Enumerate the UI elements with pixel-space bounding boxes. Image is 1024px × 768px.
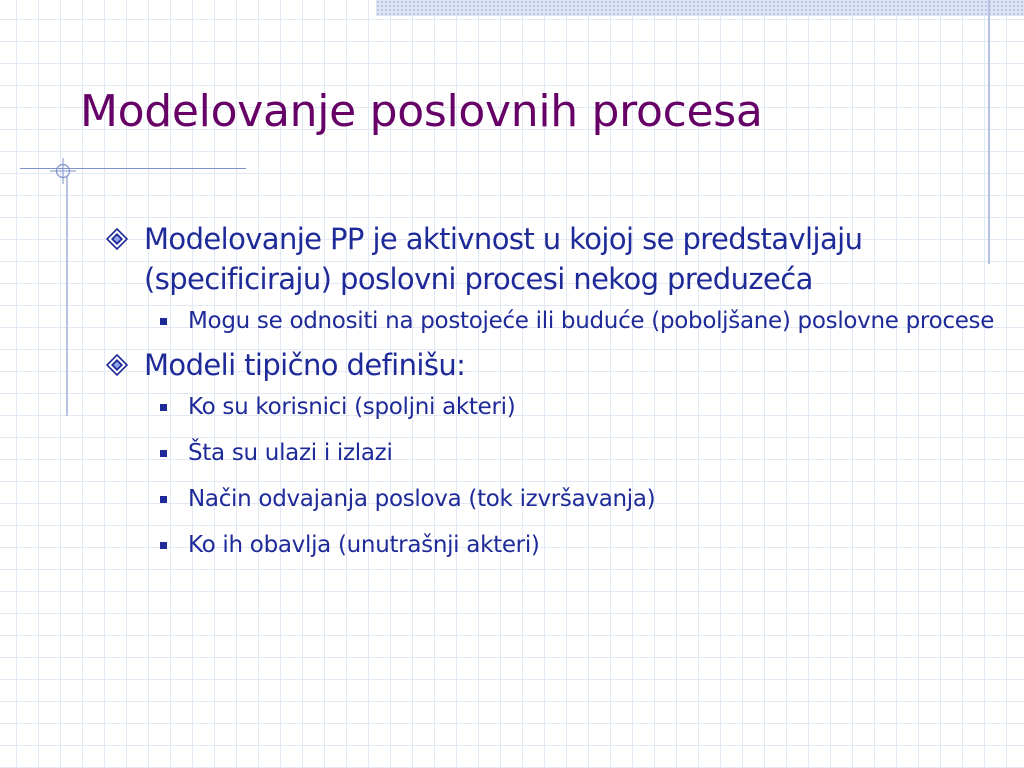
square-bullet-icon	[160, 542, 167, 549]
square-bullet-icon	[160, 318, 167, 325]
sub-bullet-text: Šta su ulazi i izlazi	[188, 440, 393, 466]
top-decorative-band	[376, 0, 1024, 16]
diamond-bullet-icon	[106, 228, 128, 250]
crosshair-ornament-icon	[50, 158, 76, 184]
sub-bullet-item	[104, 391, 1004, 423]
square-bullet-icon	[160, 450, 167, 457]
sub-bullet-item	[104, 305, 1004, 337]
sub-bullet-text: Ko ih obavlja (unutrašnji akteri)	[188, 532, 540, 558]
bullet-text: Modelovanje PP je aktivnost u kojoj se predstavljaju (specificiraju) poslovni procesi nekog preduzeća	[144, 222, 863, 296]
bullet-item	[104, 219, 1004, 299]
slide-title: Modelovanje poslovnih procesa	[80, 86, 763, 137]
left-vertical-rule	[66, 176, 68, 416]
square-bullet-icon	[160, 404, 167, 411]
sub-bullet-item	[104, 437, 1004, 469]
diamond-bullet-icon	[106, 354, 128, 376]
bullet-text: Modeli tipično definišu:	[144, 348, 466, 382]
sub-bullet-item	[104, 483, 1004, 515]
sub-bullet-text: Način odvajanja poslova (tok izvršavanja)	[188, 486, 656, 512]
sub-bullet-text: Ko su korisnici (spoljni akteri)	[188, 394, 516, 420]
sub-bullet-text: Mogu se odnositi na postojeće ili buduće (poboljšane) poslovne procese	[188, 308, 995, 334]
sub-bullet-item	[104, 529, 1004, 561]
bullet-item	[104, 345, 1004, 385]
slide-content	[104, 219, 1004, 561]
square-bullet-icon	[160, 496, 167, 503]
